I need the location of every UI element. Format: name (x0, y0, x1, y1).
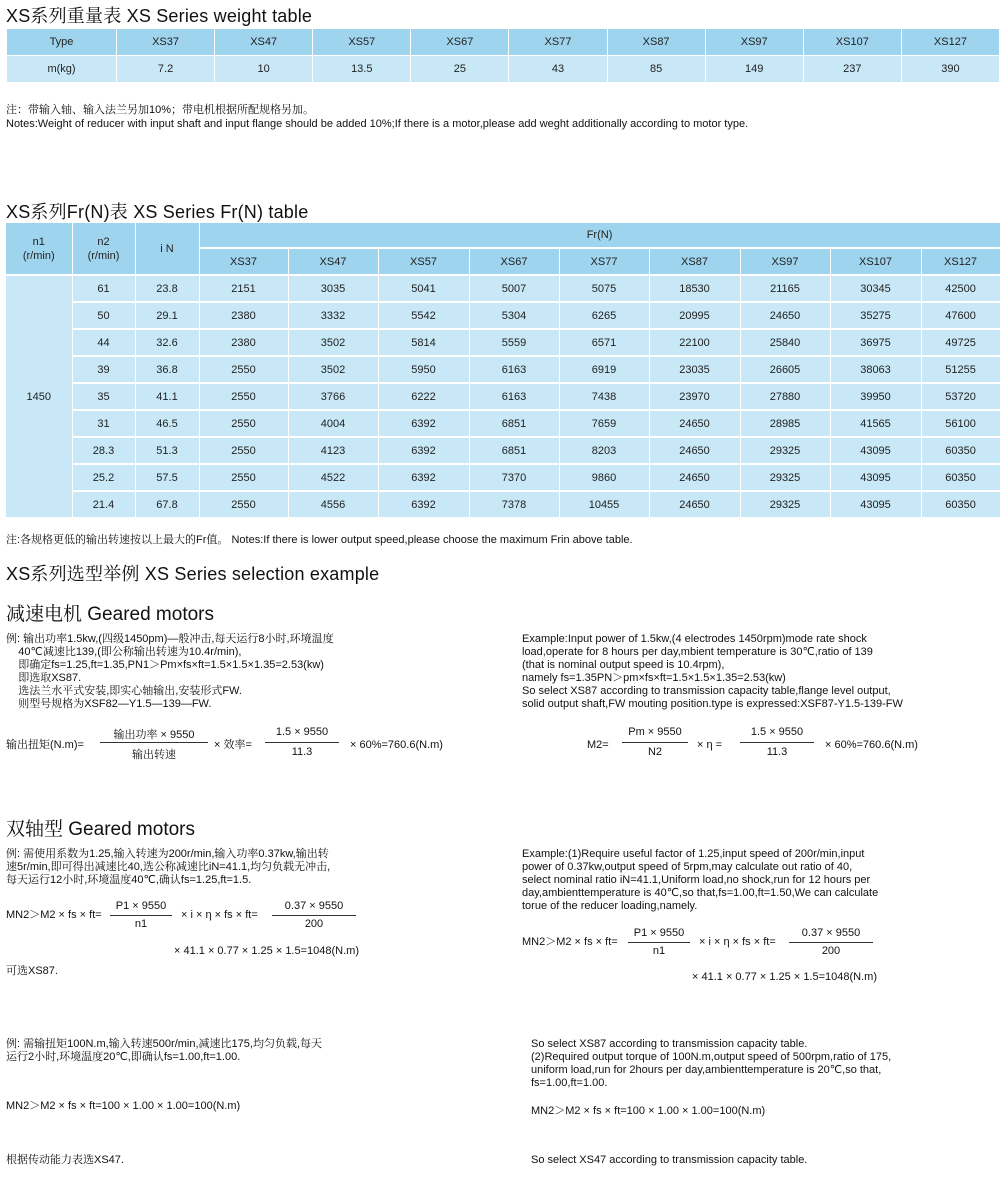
fr-value-cell: 2550 (199, 464, 288, 491)
example-1-en: Example:Input power of 1.5kw,(4 electrodes 1450rpm)mode rate shock load,operate for 8 hours per day,mbient temperature is 30℃,ratio of 139 (that is nominal output speed is 10.4rpm), namely fs=1.35PN＞pm×fs×ft=1.5×1.5×1.35=2.53(kw) So select XS87 according to transmission capacity table,flange level output, solid output shaft,FW mouting position.type is expressed:XSF87-Y1.5-139-FW (522, 633, 903, 710)
fr-model-header: XS107 (830, 248, 921, 275)
fr-group-header: Fr(N) (199, 223, 1000, 248)
fr-value-cell: 6571 (559, 329, 649, 356)
fr-value-cell: 38063 (830, 356, 921, 383)
fr-model-header: XS87 (649, 248, 740, 275)
fr-value-cell: 2550 (199, 383, 288, 410)
fr-row (6, 383, 1000, 410)
fr-table-title: XS系列Fr(N)表 XS Series Fr(N) table (6, 202, 309, 222)
formula-mid: × 效率= (214, 739, 252, 751)
fr-ratio-cell: 36.8 (135, 356, 199, 383)
fr-ratio-cell: 57.5 (135, 464, 199, 491)
formula-tail: × 60%=760.6(N.m) (350, 739, 443, 751)
fr-n2-cell: 35 (72, 383, 135, 410)
fraction-numerator: 0.37 × 9550 (801, 927, 861, 939)
fr-n2-cell: 50 (72, 302, 135, 329)
fr-value-cell: 24650 (649, 410, 740, 437)
weight-type: XS127 (901, 29, 999, 56)
fraction-denominator: N2 (647, 746, 663, 758)
fr-value-cell: 2550 (199, 356, 288, 383)
formula-tail: × 60%=760.6(N.m) (825, 739, 918, 751)
fr-value-cell: 60350 (921, 491, 1000, 518)
fr-model-header: XS67 (469, 248, 559, 275)
fr-table (6, 223, 1000, 519)
weight-type: XS87 (607, 29, 705, 56)
fr-ratio-cell: 46.5 (135, 410, 199, 437)
pick-xs47-en: So select XS47 according to transmission capacity table. (531, 1154, 808, 1166)
fr-value-cell: 22100 (649, 329, 740, 356)
fraction-bar (100, 742, 208, 743)
fr-value-cell: 30345 (830, 275, 921, 302)
fraction-1 (628, 927, 690, 959)
fr-value-cell: 42500 (921, 275, 1000, 302)
formula-3-cn: MN2＞M2 × fs × ft=100 × 1.00 × 1.00=100(N.m) (6, 1100, 241, 1112)
fr-n2-cell: 21.4 (72, 491, 135, 518)
fr-value-cell: 3502 (288, 329, 378, 356)
weight-type: XS67 (411, 29, 509, 56)
fr-value-cell: 6392 (378, 491, 469, 518)
fraction-denominator: 11.3 (766, 746, 788, 758)
fr-value-cell: 4556 (288, 491, 378, 518)
fr-n2-cell: 39 (72, 356, 135, 383)
fr-value-cell: 24650 (649, 491, 740, 518)
fraction-bar (740, 742, 814, 743)
weight-row-label: m(kg) (7, 56, 117, 83)
fr-value-cell: 5559 (469, 329, 559, 356)
fr-value-cell: 2550 (199, 410, 288, 437)
selection-title: XS系列选型举例 XS Series selection example (6, 564, 380, 584)
fraction-numerator: 输出功率 × 9550 (113, 729, 195, 741)
weight-mass: 25 (411, 56, 509, 83)
fr-value-cell: 56100 (921, 410, 1000, 437)
fr-ratio-cell: 29.1 (135, 302, 199, 329)
formula-lead: MN2＞M2 × fs × ft= (6, 909, 102, 921)
fr-value-cell: 43095 (830, 437, 921, 464)
fr-row (6, 329, 1000, 356)
fraction-2 (740, 726, 814, 762)
fr-model-header: XS37 (199, 248, 288, 275)
fr-n1-cell: 1450 (6, 275, 72, 518)
fr-value-cell: 29325 (740, 491, 830, 518)
fr-value-cell: 6265 (559, 302, 649, 329)
fr-table-body (6, 275, 1000, 518)
fr-value-cell: 9860 (559, 464, 649, 491)
pick-xs87-cn: 可选XS87. (6, 965, 58, 977)
example-2-en: Example:(1)Require useful factor of 1.25,input speed of 200r/min,input power of 0.37kw,output speed of 5rpm,may calculate out ratio of 40, select nominal ratio iN=41.1,Uniform load,no shock,run for 12 hours per day,ambienttemperature is 40℃,so that,fs=1.00,ft=1.50,We can calculate torue of the reducer loading,namely. (522, 848, 879, 912)
fr-ratio-cell: 51.3 (135, 437, 199, 464)
formula-lead: M2= (587, 739, 609, 751)
fr-value-cell: 5075 (559, 275, 649, 302)
fr-value-cell: 24650 (649, 437, 740, 464)
fr-value-cell: 10455 (559, 491, 649, 518)
weight-mass: 10 (215, 56, 313, 83)
fr-value-cell: 60350 (921, 464, 1000, 491)
fraction-denominator: 200 (304, 918, 324, 930)
weight-note-cn: 注：带输入轴、输入法兰另加10%；带电机根据所配规格另加。 (6, 104, 315, 116)
weight-table-title: XS系列重量表 XS Series weight table (6, 6, 313, 26)
fr-value-cell: 29325 (740, 464, 830, 491)
weight-value-row (7, 56, 1000, 83)
fr-value-cell: 49725 (921, 329, 1000, 356)
fraction-numerator: 1.5 × 9550 (750, 726, 804, 738)
fr-value-cell: 6163 (469, 356, 559, 383)
fr-model-header: XS97 (740, 248, 830, 275)
fr-col-n2: n2 (r/min) (72, 223, 135, 275)
formula-lead: 输出扭矩(N.m)= (6, 739, 84, 751)
fr-header-row-1 (6, 223, 1000, 248)
fr-model-header: XS127 (921, 248, 1000, 275)
fraction-numerator: Pm × 9550 (628, 726, 682, 738)
fraction-numerator: 0.37 × 9550 (284, 900, 344, 912)
weight-type: XS37 (117, 29, 215, 56)
example-3-cn: 例: 需输扭矩100N.m,输入转速500r/min,减速比175,均匀负载,每天 运行2小时,环境温度20℃,即确认fs=1.00,ft=1.00. (6, 1038, 323, 1063)
geared-motors-title: 减速电机 Geared motors (6, 604, 214, 625)
fr-model-header: XS57 (378, 248, 469, 275)
weight-mass: 13.5 (313, 56, 411, 83)
fr-value-cell: 26605 (740, 356, 830, 383)
fr-value-cell: 29325 (740, 437, 830, 464)
example-3-en: So select XS87 according to transmission capacity table. (2)Required output torque of 100N.m,output speed of 500rpm,ratio of 175, uniform load,run for 2hours per day,ambienttemperature is 20℃,so that, fs=1.00,ft=1.00. (531, 1038, 892, 1089)
fr-value-cell: 36975 (830, 329, 921, 356)
fr-n2-cell: 31 (72, 410, 135, 437)
formula-mid: × i × η × fs × ft= (181, 909, 258, 921)
fr-value-cell: 25840 (740, 329, 830, 356)
fr-ratio-cell: 23.8 (135, 275, 199, 302)
fraction-denominator: 200 (821, 945, 841, 957)
fr-value-cell: 6919 (559, 356, 649, 383)
fr-value-cell: 6163 (469, 383, 559, 410)
fraction-bar (789, 942, 873, 943)
fr-row (6, 302, 1000, 329)
weight-type: XS107 (803, 29, 901, 56)
weight-type: XS57 (313, 29, 411, 56)
formula-lead: MN2＞M2 × fs × ft= (522, 936, 618, 948)
fraction-bar (272, 915, 356, 916)
fr-value-cell: 8203 (559, 437, 649, 464)
fr-value-cell: 2550 (199, 437, 288, 464)
fr-value-cell: 6851 (469, 410, 559, 437)
fr-col-i: i N (135, 223, 199, 275)
fraction-2 (789, 927, 873, 959)
fr-value-cell: 47600 (921, 302, 1000, 329)
fr-value-cell: 2550 (199, 491, 288, 518)
fraction-bar (628, 942, 690, 943)
fr-n2-cell: 28.3 (72, 437, 135, 464)
fr-n2-cell: 25.2 (72, 464, 135, 491)
weight-mass: 43 (509, 56, 607, 83)
fr-value-cell: 60350 (921, 437, 1000, 464)
fr-value-cell: 5814 (378, 329, 469, 356)
weight-mass: 237 (803, 56, 901, 83)
fr-value-cell: 6392 (378, 437, 469, 464)
pick-xs47-cn: 根据传动能力表选XS47. (6, 1154, 124, 1166)
fr-value-cell: 43095 (830, 464, 921, 491)
formula-mid: × η = (697, 739, 723, 751)
fraction-denominator: 11.3 (291, 746, 313, 758)
fr-value-cell: 24650 (740, 302, 830, 329)
fr-value-cell: 35275 (830, 302, 921, 329)
formula-3-en: MN2＞M2 × fs × ft=100 × 1.00 × 1.00=100(N.m) (531, 1105, 766, 1117)
fr-value-cell: 41565 (830, 410, 921, 437)
fr-value-cell: 4004 (288, 410, 378, 437)
weight-table (6, 28, 1000, 83)
fr-value-cell: 43095 (830, 491, 921, 518)
fr-value-cell: 3502 (288, 356, 378, 383)
fraction-denominator: n1 (134, 918, 148, 930)
fr-value-cell: 3766 (288, 383, 378, 410)
fr-value-cell: 39950 (830, 383, 921, 410)
fr-value-cell: 53720 (921, 383, 1000, 410)
weight-header-label: Type (7, 29, 117, 56)
fr-value-cell: 7370 (469, 464, 559, 491)
fr-value-cell: 20995 (649, 302, 740, 329)
fraction-1 (110, 900, 172, 932)
fr-model-header: XS77 (559, 248, 649, 275)
fr-row (6, 437, 1000, 464)
fr-value-cell: 28985 (740, 410, 830, 437)
fr-value-cell: 5542 (378, 302, 469, 329)
fr-row (6, 491, 1000, 518)
fr-value-cell: 5304 (469, 302, 559, 329)
weight-type: XS97 (705, 29, 803, 56)
fr-value-cell: 6392 (378, 464, 469, 491)
fr-value-cell: 7659 (559, 410, 649, 437)
fraction-2 (272, 900, 356, 932)
example-2-cn: 例: 需使用系数为1.25,输入转速为200r/min,输入功率0.37kw,输出转 速5r/min,即可得出减速比40,选公称减速比iN=41.1,均匀负载无冲击, 每天运行12小时,环境温度40℃,确认fs=1.25,ft=1.5. (6, 848, 331, 886)
weight-mass: 149 (705, 56, 803, 83)
fraction-denominator: n1 (652, 945, 666, 957)
fraction-numerator: P1 × 9550 (633, 927, 685, 939)
fr-value-cell: 3332 (288, 302, 378, 329)
fraction-numerator: 1.5 × 9550 (275, 726, 329, 738)
fr-value-cell: 5041 (378, 275, 469, 302)
fraction-bar (110, 915, 172, 916)
fr-n2-cell: 61 (72, 275, 135, 302)
fr-ratio-cell: 67.8 (135, 491, 199, 518)
fr-value-cell: 3035 (288, 275, 378, 302)
fr-value-cell: 2151 (199, 275, 288, 302)
fr-model-header: XS47 (288, 248, 378, 275)
fr-n2-cell: 44 (72, 329, 135, 356)
fraction-2 (265, 726, 339, 762)
fr-row (6, 356, 1000, 383)
fr-value-cell: 4522 (288, 464, 378, 491)
weight-type: XS77 (509, 29, 607, 56)
fr-value-cell: 27880 (740, 383, 830, 410)
fr-value-cell: 2380 (199, 302, 288, 329)
fr-ratio-cell: 41.1 (135, 383, 199, 410)
fr-row (6, 275, 1000, 302)
fraction-denominator: 输出转速 (132, 749, 176, 761)
fraction-1 (622, 726, 688, 762)
fraction-numerator: P1 × 9550 (115, 900, 167, 912)
fr-value-cell: 7438 (559, 383, 649, 410)
fr-value-cell: 23970 (649, 383, 740, 410)
fr-value-cell: 5007 (469, 275, 559, 302)
fr-value-cell: 4123 (288, 437, 378, 464)
example-1-cn: 例: 输出功率1.5kw,(四级1450pm)—般冲击,每天运行8小时,环境温度 40℃减速比139,(即公称输出转速为10.4r/min), 即确定fs=1.25,ft=1.35,PN1＞Pm×fs×ft=1.5×1.5×1.35=2.53(kw) 即选取XS87. 选法兰水平式安装,即实心轴输出,安装形式FW. 则型号规格为XSF82—Y1.5—139—FW. (6, 633, 334, 710)
fr-value-cell: 21165 (740, 275, 830, 302)
fr-row (6, 464, 1000, 491)
fr-value-cell: 6392 (378, 410, 469, 437)
fr-value-cell: 2380 (199, 329, 288, 356)
dual-shaft-title: 双轴型 Geared motors (6, 819, 195, 840)
fr-value-cell: 51255 (921, 356, 1000, 383)
fraction-bar (265, 742, 339, 743)
weight-type: XS47 (215, 29, 313, 56)
formula-mid: × i × η × fs × ft= (699, 936, 776, 948)
formula-tail: × 41.1 × 0.77 × 1.25 × 1.5=1048(N.m) (174, 945, 359, 957)
weight-mass: 85 (607, 56, 705, 83)
weight-note-en: Notes:Weight of reducer with input shaft and input flange should be added 10%;If there is a motor,please add weght additionally according to motor type. (6, 118, 749, 130)
weight-header-row (7, 29, 1000, 56)
fr-value-cell: 6222 (378, 383, 469, 410)
fraction-bar (622, 742, 688, 743)
fr-value-cell: 5950 (378, 356, 469, 383)
fr-row (6, 410, 1000, 437)
weight-mass: 7.2 (117, 56, 215, 83)
fr-value-cell: 6851 (469, 437, 559, 464)
fraction-1 (100, 726, 208, 762)
fr-value-cell: 7378 (469, 491, 559, 518)
fr-note: 注:各规格更低的输出转速按以上最大的Fr值。 Notes:If there is lower output speed,please choose the maximum Frin above table. (6, 534, 633, 546)
fr-col-n1: n1 (r/min) (6, 223, 72, 275)
formula-tail: × 41.1 × 0.77 × 1.25 × 1.5=1048(N.m) (692, 971, 877, 983)
weight-mass: 390 (901, 56, 999, 83)
fr-value-cell: 18530 (649, 275, 740, 302)
fr-value-cell: 24650 (649, 464, 740, 491)
fr-value-cell: 23035 (649, 356, 740, 383)
fr-ratio-cell: 32.6 (135, 329, 199, 356)
